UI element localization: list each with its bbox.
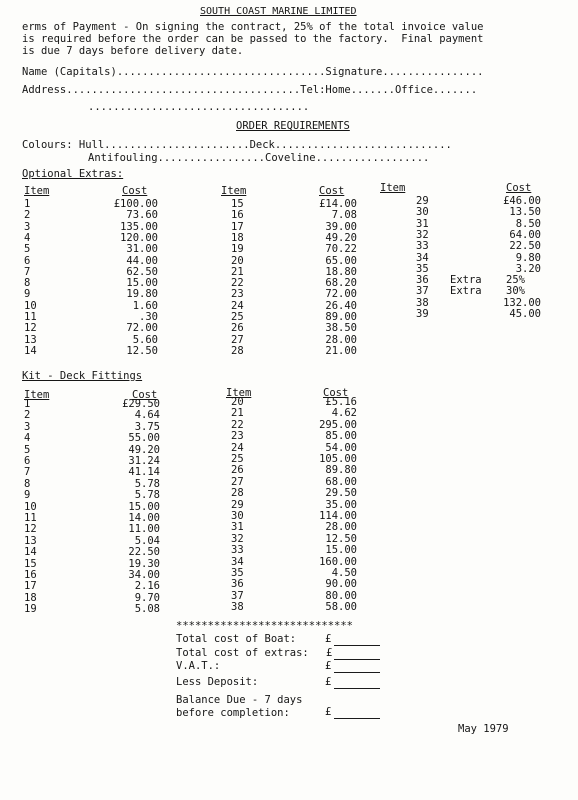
table-row-cost: 29.50: [325, 487, 357, 500]
less-deposit-label: Less Deposit:: [176, 676, 259, 688]
colours-row-1[interactable]: Colours: Hull.......................Deck............................: [22, 139, 452, 151]
table-row-item: 6: [24, 254, 31, 267]
table-row-item: 20: [231, 396, 244, 408]
table-row-item: 20: [231, 254, 244, 267]
table-row-item: 5: [24, 443, 31, 456]
table-row-cost: 3.20: [515, 262, 541, 275]
table-row-cost: 15.00: [126, 277, 158, 290]
table-row-item: 13: [24, 333, 37, 346]
document-date: May 1979: [458, 723, 509, 735]
table-row-cost: 35.00: [325, 498, 357, 511]
table-row-item: 16: [24, 569, 37, 581]
table-row-cost: 55.00: [128, 432, 160, 445]
balance-due-line-2: before completion:: [176, 707, 290, 719]
table-row-item: 33: [231, 544, 244, 557]
total-boat-currency: £: [325, 633, 332, 645]
balance-currency: £: [325, 706, 332, 718]
extras-col1-item-header: Item: [24, 185, 50, 197]
table-row-cost: 7.08: [331, 209, 357, 222]
table-row-cost: 22.50: [128, 546, 160, 559]
table-row-cost: 34.00: [128, 569, 160, 581]
table-row-item: 37: [416, 285, 429, 298]
table-row-item: 3: [24, 220, 31, 233]
table-row-item: 36: [231, 578, 244, 591]
table-row-item: 18: [24, 591, 37, 604]
table-row-item: 27: [231, 475, 244, 488]
table-row-item: 16: [231, 209, 244, 222]
table-row-cost: 3.75: [134, 420, 160, 433]
table-row-item: 34: [231, 555, 244, 568]
table-row-item: 17: [24, 580, 37, 593]
table-row-item: 10: [24, 299, 37, 312]
table-row-item: 24: [231, 441, 244, 454]
table-row-cost: 22.50: [509, 240, 541, 253]
table-row-cost: 30%: [506, 285, 525, 298]
less-deposit-currency: £: [325, 676, 332, 688]
table-row-cost: 11.00: [128, 523, 160, 536]
table-row-item: 14: [24, 344, 37, 357]
table-row-cost: 64.00: [509, 228, 541, 241]
table-row-cost: 68.00: [325, 475, 357, 488]
table-row-cost: 105.00: [319, 453, 357, 465]
table-row-item: 13: [24, 534, 37, 547]
balance-due-line-1: Balance Due - 7 days: [176, 694, 303, 706]
name-field[interactable]: Name (Capitals).................................Signature................: [22, 66, 484, 78]
table-row-item: 12: [24, 322, 37, 335]
extras-col3-cost-header: Cost: [506, 182, 532, 194]
table-row-cost: 85.00: [325, 430, 357, 443]
table-row-item: 38: [231, 601, 244, 614]
table-row-item: 36: [416, 274, 429, 287]
address-continuation[interactable]: ...................................: [88, 101, 310, 113]
table-row-item: 1: [24, 398, 31, 410]
table-row-cost: 25%: [506, 274, 525, 287]
table-row-cost: 4.50: [331, 567, 357, 579]
table-row-cost: 89.00: [325, 311, 357, 323]
kit-col1-item-header: Item: [24, 389, 50, 401]
table-row-cost: 68.20: [325, 277, 357, 290]
table-row-item: 30: [231, 510, 244, 522]
table-row-cost: £29.50: [122, 398, 160, 410]
address-field[interactable]: Address.....................................Tel:Home.......Office.......: [22, 84, 478, 96]
total-extras-field[interactable]: [334, 659, 380, 660]
extras-col2-cost-header: Cost: [319, 185, 345, 197]
table-row-item: 22: [231, 418, 244, 431]
table-row-cost: 49.20: [325, 231, 357, 244]
optional-extras-title: Optional Extras:: [22, 168, 124, 180]
table-row-item: 7: [24, 466, 31, 479]
vat-label: V.A.T.:: [176, 660, 221, 672]
table-row-cost: 90.00: [325, 578, 357, 591]
table-row-cost: 72.00: [126, 322, 158, 335]
table-row-item: 9: [24, 288, 31, 301]
total-extras-label: Total cost of extras:: [176, 647, 309, 659]
table-row-item: 17: [231, 220, 244, 233]
table-row-item: 34: [416, 251, 429, 264]
total-extras-currency: £: [326, 647, 333, 659]
table-row-cost: £14.00: [319, 198, 357, 210]
table-row-cost: 120.00: [120, 231, 158, 244]
table-row-cost: 62.50: [126, 265, 158, 278]
table-row-cost: 160.00: [319, 555, 357, 568]
table-row-item: 29: [416, 195, 429, 207]
table-row-cost: 44.00: [126, 254, 158, 267]
table-row-cost: 9.70: [134, 591, 160, 604]
table-row-cost: 45.00: [509, 308, 541, 320]
table-row-cost: 28.00: [325, 333, 357, 346]
table-row-item: 28: [231, 344, 244, 357]
extras-col2-item-header: Item: [221, 185, 247, 197]
table-row-cost: 4.62: [331, 407, 357, 420]
table-row-cost: 18.80: [325, 265, 357, 278]
table-row-item: 35: [416, 262, 429, 275]
table-row-item: 28: [231, 487, 244, 500]
stars-divider: ****************************: [176, 620, 354, 632]
table-row-item: 11: [24, 512, 37, 524]
table-row-cost: 2.16: [134, 580, 160, 593]
less-deposit-field[interactable]: [334, 688, 380, 689]
table-row-cost: 14.00: [128, 512, 160, 524]
table-row-item: 21: [231, 407, 244, 420]
table-row-cost: £5.16: [325, 396, 357, 408]
kit-title: Kit - Deck Fittings: [22, 370, 143, 382]
table-row-item: 12: [24, 523, 37, 536]
table-row-item: 32: [231, 532, 244, 545]
table-row-cost: 41.14: [128, 466, 160, 479]
table-row-item: 27: [231, 333, 244, 346]
table-row-cost: 26.40: [325, 299, 357, 312]
extras-col1-cost-header: Cost: [122, 185, 148, 197]
kit-col2-cost-header: Cost: [323, 387, 349, 399]
total-boat-label: Total cost of Boat:: [176, 633, 297, 645]
table-row-item: 7: [24, 265, 31, 278]
table-row-item: 18: [231, 231, 244, 244]
table-row-cost: 65.00: [325, 254, 357, 267]
table-row-item: 4: [24, 432, 31, 445]
table-row-cost: 80.00: [325, 589, 357, 602]
vat-currency: £: [325, 660, 332, 672]
table-row-item: 6: [24, 455, 31, 467]
table-row-cost: 49.20: [128, 443, 160, 456]
table-row-item: 2: [24, 409, 31, 422]
table-row-item: 9: [24, 489, 31, 502]
colours-row-2[interactable]: Antifouling.................Coveline..................: [88, 152, 430, 164]
table-row-item: 11: [24, 311, 37, 323]
table-row-item: 26: [231, 322, 244, 335]
table-row-item: 33: [416, 240, 429, 253]
table-row-cost: 28.00: [325, 521, 357, 534]
total-boat-field[interactable]: [334, 645, 380, 646]
table-row-item: 1: [24, 198, 31, 210]
table-row-cost: 58.00: [325, 601, 357, 614]
table-row-cost: 132.00: [503, 296, 541, 309]
table-row-item: 23: [231, 430, 244, 443]
table-row-item: 14: [24, 546, 37, 559]
table-row-item: 25: [231, 311, 244, 323]
table-row-cost: 13.50: [509, 206, 541, 219]
table-row-cost: 54.00: [325, 441, 357, 454]
table-row-item: 29: [231, 498, 244, 511]
table-row-item: 21: [231, 265, 244, 278]
kit-col2-item-header: Item: [226, 387, 252, 399]
table-row-item: 31: [231, 521, 244, 534]
table-row-item: 26: [231, 464, 244, 477]
table-row-cost: 72.00: [325, 288, 357, 301]
table-row-cost: 31.24: [128, 455, 160, 467]
table-row-item: 24: [231, 299, 244, 312]
kit-col1-cost-header: Cost: [132, 389, 158, 401]
table-row-note: Extra: [450, 274, 482, 287]
terms-line-2: is required before the order can be passed to the factory. Final payment: [22, 33, 484, 45]
table-row-cost: 5.04: [134, 534, 160, 547]
table-row-item: 22: [231, 277, 244, 290]
table-row-cost: 70.22: [325, 243, 357, 256]
table-row-cost: 12.50: [126, 344, 158, 357]
table-row-cost: 73.60: [126, 209, 158, 222]
table-row-cost: £100.00: [113, 198, 158, 210]
extras-col3-item-header: Item: [380, 182, 406, 194]
terms-line-3: is due 7 days before delivery date.: [22, 45, 244, 57]
table-row-item: 25: [231, 453, 244, 465]
table-row-cost: 15.00: [325, 544, 357, 557]
table-row-cost: 21.00: [325, 344, 357, 357]
table-row-item: 37: [231, 589, 244, 602]
table-row-cost: 12.50: [325, 532, 357, 545]
table-row-cost: 4.64: [134, 409, 160, 422]
table-row-cost: 5.08: [134, 603, 160, 616]
table-row-item: 3: [24, 420, 31, 433]
table-row-item: 8: [24, 477, 31, 490]
table-row-note: Extra: [450, 285, 482, 298]
order-requirements-heading: ORDER REQUIREMENTS: [236, 120, 350, 132]
table-row-cost: £46.00: [503, 195, 541, 207]
table-row-cost: 15.00: [128, 500, 160, 513]
company-title: SOUTH COAST MARINE LIMITED: [200, 6, 357, 17]
table-row-item: 35: [231, 567, 244, 579]
table-row-item: 32: [416, 228, 429, 241]
table-row-cost: 295.00: [319, 418, 357, 431]
table-row-cost: 8.50: [515, 217, 541, 230]
balance-field[interactable]: [334, 718, 380, 719]
table-row-cost: 5.78: [134, 489, 160, 502]
table-row-item: 31: [416, 217, 429, 230]
table-row-cost: 19.30: [128, 557, 160, 570]
table-row-cost: 9.80: [515, 251, 541, 264]
table-row-item: 23: [231, 288, 244, 301]
table-row-cost: 5.78: [134, 477, 160, 490]
table-row-cost: 5.60: [132, 333, 158, 346]
table-row-cost: .30: [139, 311, 158, 323]
table-row-item: 8: [24, 277, 31, 290]
table-row-item: 38: [416, 296, 429, 309]
table-row-item: 5: [24, 243, 31, 256]
table-row-item: 19: [231, 243, 244, 256]
table-row-item: 10: [24, 500, 37, 513]
table-row-cost: 39.00: [325, 220, 357, 233]
table-row-cost: 19.80: [126, 288, 158, 301]
table-row-item: 39: [416, 308, 429, 320]
table-row-cost: 114.00: [319, 510, 357, 522]
table-row-item: 4: [24, 231, 31, 244]
terms-line-1: erms of Payment - On signing the contract, 25% of the total invoice value: [22, 21, 484, 33]
table-row-item: 2: [24, 209, 31, 222]
table-row-item: 19: [24, 603, 37, 616]
table-row-cost: 1.60: [132, 299, 158, 312]
table-row-item: 15: [231, 198, 244, 210]
table-row-cost: 38.50: [325, 322, 357, 335]
table-row-item: 30: [416, 206, 429, 219]
table-row-item: 15: [24, 557, 37, 570]
vat-field[interactable]: [334, 672, 380, 673]
table-row-cost: 135.00: [120, 220, 158, 233]
table-row-cost: 31.00: [126, 243, 158, 256]
table-row-cost: 89.80: [325, 464, 357, 477]
